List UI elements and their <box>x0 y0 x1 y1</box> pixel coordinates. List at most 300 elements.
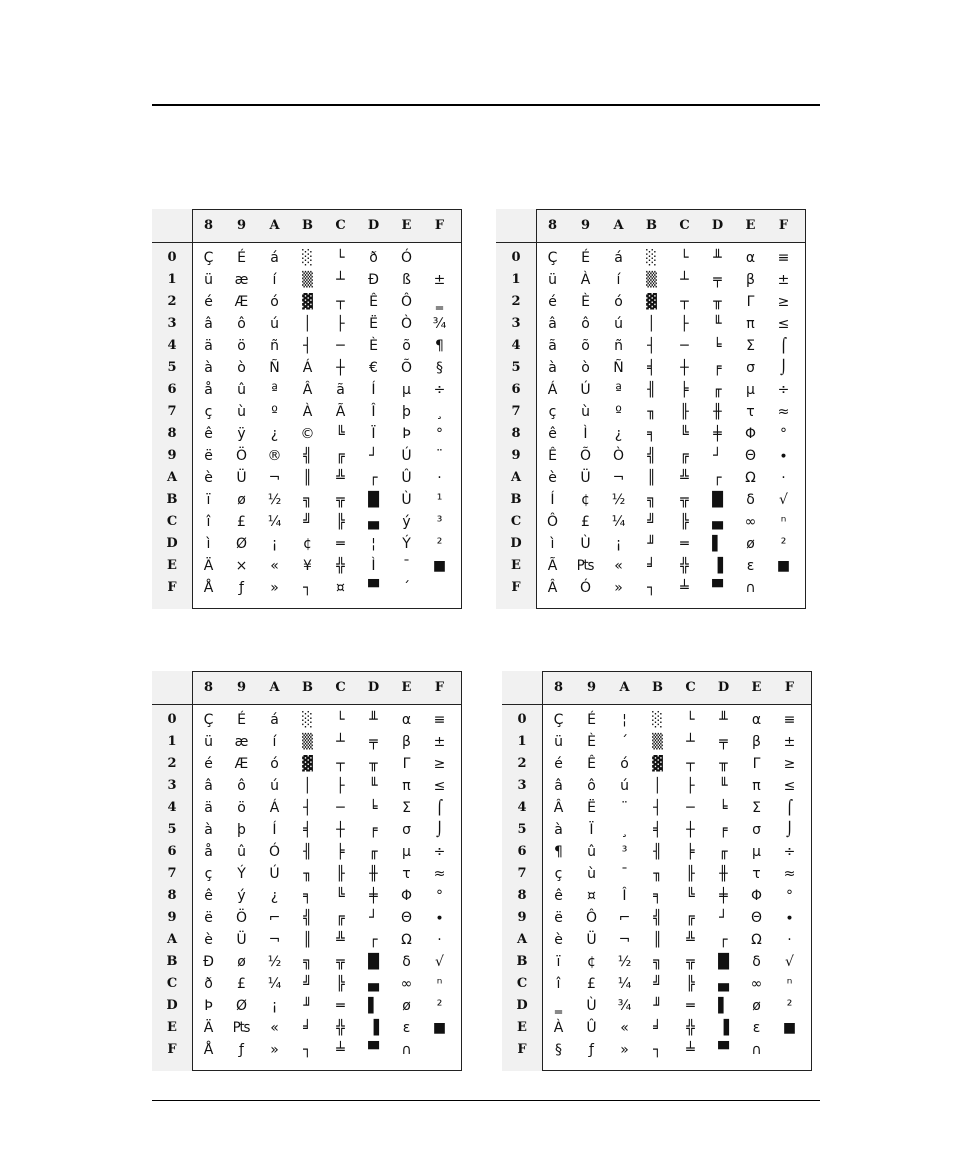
char-cell: ═ <box>336 998 345 1014</box>
char-cell: ▓ <box>302 294 313 310</box>
char-cell <box>423 247 456 269</box>
char-cell: í <box>272 272 277 288</box>
char-cell: ú <box>270 316 279 332</box>
row-label: 1 <box>167 272 177 287</box>
char-cell: Ð <box>203 954 214 970</box>
char-cell: Ô <box>546 514 559 530</box>
char-cell: è <box>204 932 213 948</box>
char-cell: └ <box>336 250 345 266</box>
char-cell: ε <box>402 1020 411 1036</box>
row-label: E <box>167 558 177 573</box>
char-cell: ì <box>206 536 211 552</box>
char-cell: Â <box>553 800 564 816</box>
char-cell: ▄ <box>368 976 379 992</box>
char-cell: ┴ <box>336 272 345 288</box>
char-cell: É <box>587 712 596 728</box>
char-cell: ñ <box>614 338 623 354</box>
char-cell: ú <box>270 778 279 794</box>
char-cell: ║ <box>647 470 656 486</box>
char-cell: » <box>620 1042 629 1058</box>
column-header: C <box>335 218 346 233</box>
char-cell: ╤ <box>369 734 378 750</box>
char-cell: ╣ <box>303 448 312 464</box>
char-cell: Ù <box>401 492 412 508</box>
char-cell: ° <box>786 888 793 904</box>
char-cell: ╦ <box>680 492 689 508</box>
char-cell: ╫ <box>369 866 378 882</box>
char-cell: Ç <box>553 712 564 728</box>
char-cell: ∞ <box>744 514 757 530</box>
char-cell: ú <box>614 316 623 332</box>
char-cell: ╓ <box>713 382 722 398</box>
row-label: 8 <box>167 888 177 903</box>
char-cell: ┼ <box>686 822 695 838</box>
char-cell: ¾ <box>617 998 632 1014</box>
char-cell: ┬ <box>680 294 689 310</box>
char-cell: ╩ <box>680 470 689 486</box>
char-cell: ╥ <box>369 756 378 772</box>
char-cell: ╩ <box>336 932 345 948</box>
column-header: D <box>711 218 724 233</box>
char-cell: ¦ <box>622 712 627 728</box>
char-cell: Ó <box>268 844 281 860</box>
char-cell: µ <box>752 844 761 860</box>
char-cell: á <box>270 712 279 728</box>
char-cell: ┌ <box>713 470 722 486</box>
char-cell: ░ <box>652 712 663 728</box>
char-cell: · <box>787 932 792 948</box>
char-cell: ║ <box>653 932 662 948</box>
char-cell: ƒ <box>239 1042 244 1058</box>
char-cell: ▌ <box>718 998 729 1014</box>
char-cell: ┐ <box>647 580 656 596</box>
char-cell: Ë <box>369 316 378 332</box>
char-cell: ù <box>587 866 596 882</box>
row-label: D <box>166 998 178 1013</box>
char-cell: ö <box>237 338 246 354</box>
char-cell: Å <box>203 1042 214 1058</box>
char-cell: ╥ <box>719 756 728 772</box>
char-cell: β <box>402 734 411 750</box>
char-cell: ≡ <box>783 712 796 728</box>
char-cell: ╠ <box>686 976 695 992</box>
char-cell: ° <box>780 426 787 442</box>
char-cell: Ö <box>235 910 248 926</box>
char-cell <box>423 577 456 599</box>
char-cell: ┼ <box>336 360 345 376</box>
char-cell: Í <box>272 822 277 838</box>
char-cell: ö <box>237 800 246 816</box>
char-cell: Ê <box>369 294 378 310</box>
column-header: C <box>679 218 690 233</box>
char-cell: û <box>587 844 596 860</box>
char-cell: ╩ <box>336 470 345 486</box>
char-cell: ╔ <box>680 448 689 464</box>
char-cell: Á <box>302 360 313 376</box>
char-cell: ║ <box>303 470 312 486</box>
char-cell: ▄ <box>368 514 379 530</box>
char-cell: ╚ <box>336 426 345 442</box>
char-cell: Ω <box>751 932 762 948</box>
char-cell: ░ <box>646 250 657 266</box>
code-table-bottom-right <box>502 671 812 1071</box>
char-cell: ± <box>433 272 446 288</box>
header-divider <box>152 242 462 243</box>
char-cell: ▌ <box>368 998 379 1014</box>
char-cell: ╒ <box>713 360 722 376</box>
char-cell: õ <box>581 338 590 354</box>
char-cell: ┬ <box>686 756 695 772</box>
char-cell: Φ <box>750 888 763 904</box>
char-cell: ╤ <box>719 734 728 750</box>
char-cell: ƒ <box>589 1042 594 1058</box>
char-cell: ╙ <box>369 778 378 794</box>
char-cell: ▀ <box>368 1042 379 1058</box>
char-cell: ▒ <box>652 734 663 750</box>
char-cell: π <box>746 316 755 332</box>
char-cell: √ <box>435 954 444 970</box>
row-label: 2 <box>167 756 177 771</box>
char-cell: À <box>553 1020 564 1036</box>
char-cell: ¼ <box>267 514 282 530</box>
char-cell: ┌ <box>369 932 378 948</box>
char-cell: ╥ <box>713 294 722 310</box>
char-cell: ° <box>436 426 443 442</box>
char-cell: ò <box>237 360 246 376</box>
char-cell: È <box>581 294 590 310</box>
char-cell: â <box>204 316 213 332</box>
row-label: 4 <box>167 338 177 353</box>
char-cell: ▓ <box>652 756 663 772</box>
char-cell: × <box>235 558 248 574</box>
char-cell: ╠ <box>336 976 345 992</box>
char-cell: ¿ <box>270 426 279 442</box>
char-cell: ° <box>436 888 443 904</box>
row-label: 2 <box>517 756 527 771</box>
char-cell: ╖ <box>653 866 662 882</box>
char-cell: Î <box>371 404 376 420</box>
char-cell: É <box>237 250 246 266</box>
char-cell: ‗ <box>436 294 443 310</box>
row-label: 0 <box>511 250 521 265</box>
char-cell: ₧ <box>576 558 595 574</box>
char-cell: ∙ <box>785 910 794 926</box>
char-cell: í <box>272 734 277 750</box>
char-cell <box>423 1039 456 1061</box>
char-cell: Θ <box>400 910 413 926</box>
char-cell: © <box>300 426 315 442</box>
char-cell: ¼ <box>617 976 632 992</box>
column-header: 9 <box>236 218 247 233</box>
row-label: F <box>511 580 521 595</box>
char-cell: ■ <box>776 558 791 574</box>
char-cell: £ <box>237 514 246 530</box>
char-cell: δ <box>746 492 755 508</box>
char-cell: ├ <box>686 778 695 794</box>
char-cell: ¬ <box>268 470 281 486</box>
char-cell: Θ <box>744 448 757 464</box>
char-cell <box>773 1039 806 1061</box>
char-cell: √ <box>779 492 788 508</box>
char-cell: ô <box>581 316 590 332</box>
char-cell: ε <box>752 1020 761 1036</box>
char-cell: ê <box>204 426 213 442</box>
top-rule <box>152 104 820 106</box>
row-label: C <box>166 514 178 529</box>
char-cell: å <box>204 382 213 398</box>
row-label: E <box>517 1020 527 1035</box>
char-cell: ¨ <box>621 800 628 816</box>
char-cell: Í <box>371 382 376 398</box>
char-cell: ┤ <box>303 338 312 354</box>
char-cell: █ <box>368 492 379 508</box>
char-cell: ╜ <box>303 998 312 1014</box>
char-cell: ╔ <box>336 448 345 464</box>
char-cell: » <box>614 580 623 596</box>
char-cell: ¼ <box>267 976 282 992</box>
char-cell: ▀ <box>718 1042 729 1058</box>
char-cell: ý <box>402 514 411 530</box>
row-label: 3 <box>517 778 527 793</box>
char-cell: ╨ <box>713 250 722 266</box>
row-label: 7 <box>167 866 177 881</box>
char-cell: ¶ <box>554 844 563 860</box>
header-divider <box>502 704 812 705</box>
char-cell: ╪ <box>713 426 722 442</box>
char-cell: ₧ <box>232 1020 251 1036</box>
char-cell: ┐ <box>303 1042 312 1058</box>
char-cell: ╕ <box>653 888 662 904</box>
row-label: D <box>516 998 528 1013</box>
char-cell: ┼ <box>336 822 345 838</box>
column-header: B <box>652 680 663 695</box>
char-cell: ¾ <box>432 316 447 332</box>
char-cell: ≤ <box>783 778 796 794</box>
char-cell: Γ <box>402 756 411 772</box>
row-label: C <box>166 976 178 991</box>
char-cell: Ô <box>585 910 598 926</box>
column-header: F <box>778 218 789 233</box>
char-cell: ╢ <box>303 844 312 860</box>
char-cell: Ê <box>587 756 596 772</box>
char-cell: ▀ <box>712 580 723 596</box>
column-header: E <box>401 218 412 233</box>
char-cell: Ñ <box>269 360 280 376</box>
char-cell: ³ <box>436 514 443 530</box>
char-cell: ¬ <box>612 470 625 486</box>
row-label: 6 <box>517 844 527 859</box>
row-label: 2 <box>511 294 521 309</box>
char-cell: « <box>614 558 623 574</box>
char-cell: τ <box>752 866 761 882</box>
char-cell: ¯ <box>621 866 628 882</box>
row-label: E <box>511 558 521 573</box>
char-cell: ô <box>237 778 246 794</box>
row-label: 7 <box>167 404 177 419</box>
char-cell: ½ <box>267 492 282 508</box>
char-cell: § <box>436 360 443 376</box>
char-cell: ║ <box>303 932 312 948</box>
char-cell: ╦ <box>336 492 345 508</box>
char-cell: ╟ <box>680 404 689 420</box>
char-cell: ╘ <box>719 800 728 816</box>
char-cell: α <box>401 712 412 728</box>
row-label: 7 <box>517 866 527 881</box>
char-cell: ê <box>554 888 563 904</box>
char-cell: ó <box>270 756 279 772</box>
char-cell: α <box>745 250 756 266</box>
char-cell: ¸ <box>436 404 443 420</box>
char-cell: Ï <box>371 426 376 442</box>
char-cell: ë <box>204 910 213 926</box>
char-cell: ┌ <box>719 932 728 948</box>
char-cell: ┬ <box>336 756 345 772</box>
char-cell: Ω <box>401 932 412 948</box>
char-cell: ⌠ <box>779 338 788 354</box>
char-cell: Ü <box>580 470 591 486</box>
row-label: B <box>516 954 528 969</box>
char-cell: ô <box>237 316 246 332</box>
row-label: 0 <box>167 250 177 265</box>
char-cell: ç <box>204 404 213 420</box>
char-cell: ‗ <box>555 998 562 1014</box>
char-cell: ╘ <box>369 800 378 816</box>
char-cell: ╧ <box>686 1042 695 1058</box>
column-header: E <box>401 680 412 695</box>
char-cell: ½ <box>617 954 632 970</box>
char-cell: ▄ <box>718 976 729 992</box>
char-cell: ç <box>204 866 213 882</box>
char-cell: ⁿ <box>780 514 787 530</box>
char-cell: Þ <box>402 426 411 442</box>
char-cell: æ <box>234 734 249 750</box>
char-cell: ½ <box>611 492 626 508</box>
row-label: C <box>516 976 528 991</box>
char-cell: ¬ <box>618 932 631 948</box>
char-cell: ╞ <box>336 844 345 860</box>
char-cell: ╣ <box>303 910 312 926</box>
row-label: 4 <box>167 800 177 815</box>
char-cell: ╠ <box>336 514 345 530</box>
char-cell: ë <box>554 910 563 926</box>
char-cell: º <box>271 404 278 420</box>
column-header: A <box>613 218 624 233</box>
char-cell: ² <box>786 998 793 1014</box>
char-cell: Ñ <box>613 360 624 376</box>
char-cell: Φ <box>400 888 413 904</box>
char-cell: µ <box>746 382 755 398</box>
char-cell: ÿ <box>237 426 246 442</box>
char-cell: ¼ <box>611 514 626 530</box>
char-cell: ╙ <box>719 778 728 794</box>
column-header: A <box>269 218 280 233</box>
char-cell: ╡ <box>303 822 312 838</box>
header-divider <box>496 242 806 243</box>
char-cell: Á <box>547 382 558 398</box>
char-cell: ╛ <box>653 1020 662 1036</box>
char-cell: Ú <box>401 448 412 464</box>
char-cell: σ <box>402 822 411 838</box>
char-cell: ─ <box>336 338 345 354</box>
char-cell: ╘ <box>713 338 722 354</box>
char-cell: ÷ <box>783 844 796 860</box>
row-label: F <box>517 1042 527 1057</box>
char-cell: ç <box>554 866 563 882</box>
char-cell: ç <box>548 404 557 420</box>
char-cell: ▒ <box>302 272 313 288</box>
char-cell: ò <box>581 360 590 376</box>
row-label: B <box>166 492 178 507</box>
char-cell: ╜ <box>653 998 662 1014</box>
char-cell: τ <box>402 866 411 882</box>
char-cell: õ <box>402 338 411 354</box>
char-cell: ¤ <box>587 888 596 904</box>
char-cell: ¡ <box>615 536 622 552</box>
char-cell: È <box>369 338 378 354</box>
char-cell: ¿ <box>614 426 623 442</box>
char-cell: ø <box>752 998 761 1014</box>
char-cell: ß <box>402 272 411 288</box>
char-cell: Ó <box>579 580 592 596</box>
column-header: F <box>434 680 445 695</box>
char-cell: · <box>437 932 442 948</box>
char-cell: ¦ <box>371 536 376 552</box>
char-cell: à <box>554 822 563 838</box>
char-cell: ╬ <box>336 558 345 574</box>
char-cell: ┤ <box>303 800 312 816</box>
char-cell: ╔ <box>336 910 345 926</box>
char-cell: ¨ <box>436 448 443 464</box>
char-cell: Â <box>547 580 558 596</box>
char-cell: ÷ <box>433 844 446 860</box>
char-cell: ╪ <box>719 888 728 904</box>
char-cell: σ <box>752 822 761 838</box>
char-cell: ╫ <box>719 866 728 882</box>
column-header: D <box>367 680 380 695</box>
char-cell: î <box>206 514 211 530</box>
bottom-rule <box>152 1100 820 1101</box>
char-cell: ´ <box>403 580 410 596</box>
char-cell: Γ <box>752 756 761 772</box>
char-cell: ╬ <box>680 558 689 574</box>
char-cell: └ <box>680 250 689 266</box>
char-cell: Ã <box>335 404 346 420</box>
char-cell: π <box>752 778 761 794</box>
char-cell: ╟ <box>686 866 695 882</box>
char-cell: à <box>204 822 213 838</box>
char-cell: Ì <box>583 426 588 442</box>
char-cell: É <box>581 250 590 266</box>
char-cell: î <box>556 976 561 992</box>
char-cell: ∙ <box>779 448 788 464</box>
char-cell: ╚ <box>686 888 695 904</box>
char-cell: Þ <box>204 998 213 1014</box>
char-cell: ╞ <box>680 382 689 398</box>
char-cell: ▄ <box>712 514 723 530</box>
column-header: F <box>434 218 445 233</box>
column-header: B <box>302 218 313 233</box>
char-cell: Ì <box>371 558 376 574</box>
row-label: 0 <box>517 712 527 727</box>
char-cell: « <box>620 1020 629 1036</box>
char-cell: ≈ <box>783 866 796 882</box>
char-cell: Ù <box>586 998 597 1014</box>
char-cell: ╗ <box>647 492 656 508</box>
char-cell: à <box>204 360 213 376</box>
char-cell: ▐ <box>712 558 723 574</box>
char-cell: £ <box>237 976 246 992</box>
row-label: 3 <box>167 778 177 793</box>
